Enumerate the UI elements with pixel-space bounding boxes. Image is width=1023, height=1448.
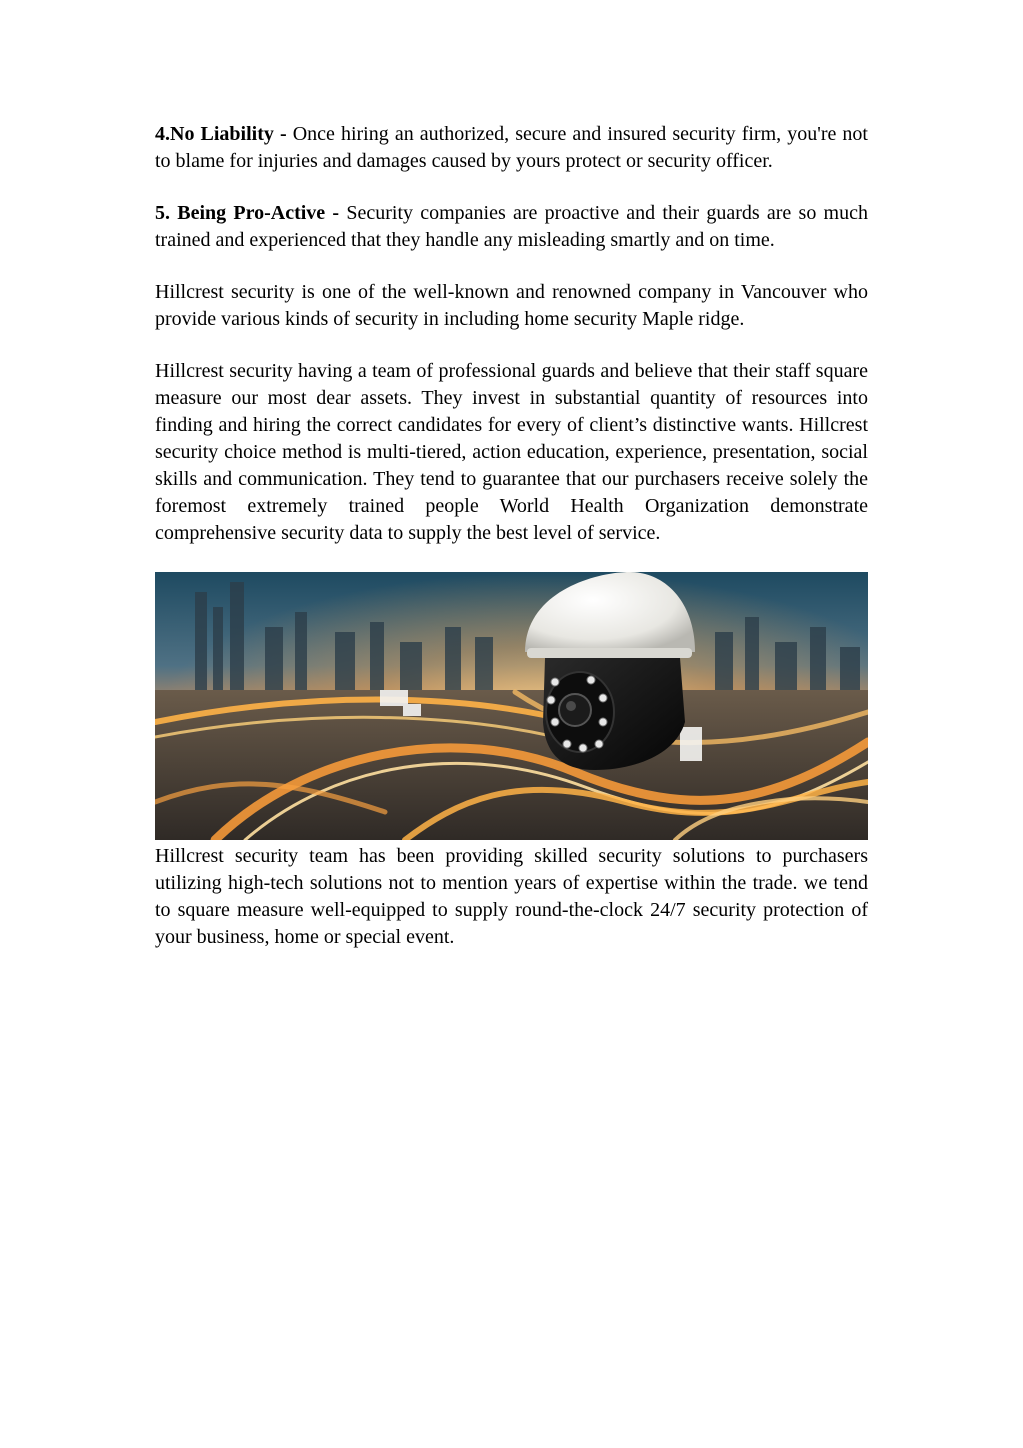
paragraph-being-pro-active [155,200,868,254]
paragraph-no-liability [155,121,868,175]
city-ground [155,690,868,840]
paragraph-heading-being-pro-active: 5. Being Pro-Active - [155,202,347,224]
paragraph-team: Hillcrest security having a team of professional guards and believe that their staff square measure our most dear assets. They invest in substantial quantity of resources into finding and hiring the correct candidates for every of client’s distinctive wants. Hillcrest security choice method is multi-tiered, action education, experience, presentation, social skills and communication. They tend to guarantee that our purchasers receive solely the foremost extremely trained people World Health Organization demonstrate comprehensive security data to supply the best level of service. [155,360,868,544]
paragraph-text-no-liability: Once hiring an authorized, secure and insured security firm, you're not to blame for injuries and damages caused by yours protect or security officer. [155,123,868,172]
dome-security-camera [525,572,695,770]
paragraph-text-being-pro-active: Security companies are proactive and their guards are so much trained and experienced that they handle any misleading smartly and on time. [155,202,868,251]
paragraph-services: Hillcrest security team has been providing skilled security solutions to purchasers utilizing high-tech solutions not to mention years of expertise within the trade. we tend to square measure well-equipped to supply round-the-clock 24/7 security protection of your business, home or special event. [155,845,868,948]
document-page [155,121,868,951]
paragraph-heading-no-liability: 4.No Liability - [155,123,293,145]
security-camera-city-image [155,572,868,840]
paragraph-company-intro: Hillcrest security is one of the well-known and renowned company in Vancouver who provide various kinds of security in including home security Maple ridge. [155,281,868,330]
